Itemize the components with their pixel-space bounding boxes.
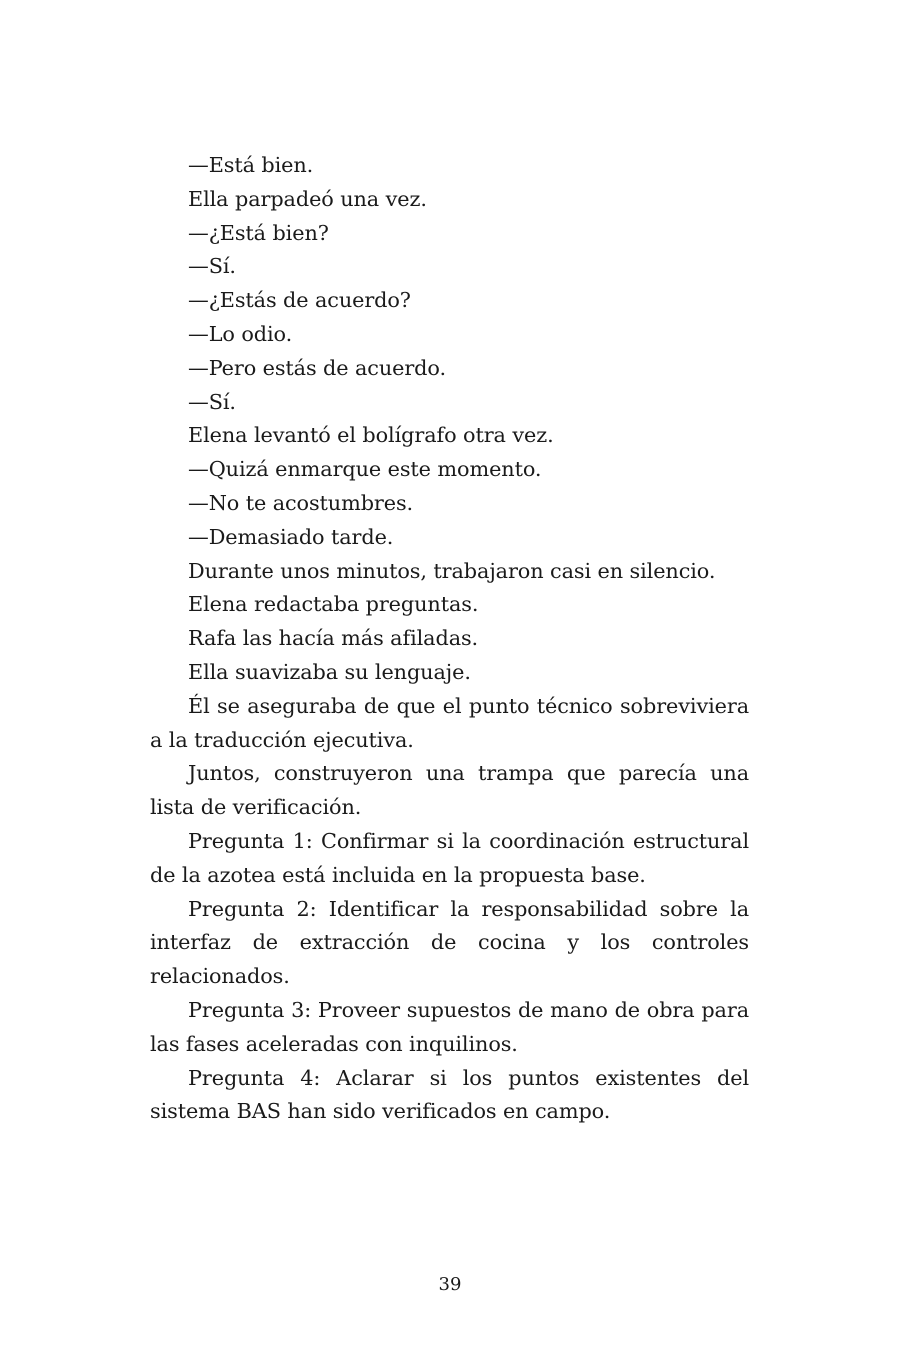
paragraph: Rafa las hacía más afiladas. [188, 626, 479, 651]
paragraph: —¿Está bien? [188, 220, 329, 245]
paragraph: Pregunta 2: Identificar la responsabilidad sobre la interfaz de extracción de cocina y los controles relacionados. [150, 896, 749, 989]
paragraph: Él se aseguraba de que el punto técnico sobreviviera a la traducción ejecutiva. [150, 693, 749, 752]
paragraph: Pregunta 3: Proveer supuestos de mano de obra para las fases aceleradas con inquilinos. [150, 997, 749, 1056]
paragraph: —Pero estás de acuerdo. [188, 355, 446, 380]
paragraph: —Sí. [188, 254, 236, 279]
paragraph: —Demasiado tarde. [188, 524, 394, 549]
paragraph: Pregunta 4: Aclarar si los puntos existentes del sistema BAS han sido verificados en campo. [150, 1065, 749, 1124]
paragraph: —Sí. [188, 389, 236, 414]
paragraph: Durante unos minutos, trabajaron casi en silencio. [188, 558, 716, 583]
page-number: 39 [438, 1274, 462, 1295]
paragraph: Ella parpadeó una vez. [188, 186, 427, 211]
body-text [150, 149, 749, 1129]
paragraph: Pregunta 1: Confirmar si la coordinación estructural de la azotea está incluida en la propuesta base. [150, 828, 749, 887]
paragraph: Elena levantó el bolígrafo otra vez. [188, 423, 554, 448]
paragraph: —No te acostumbres. [188, 490, 414, 515]
paragraph: —Lo odio. [188, 321, 293, 346]
paragraph: Elena redactaba preguntas. [188, 592, 479, 617]
paragraph: Ella suavizaba su lenguaje. [188, 659, 471, 684]
paragraph: Juntos, construyeron una trampa que parecía una lista de verificación. [150, 761, 749, 820]
paragraph: —Está bien. [188, 153, 314, 177]
paragraph: —¿Estás de acuerdo? [188, 288, 411, 313]
paragraph: —Quizá enmarque este momento. [188, 457, 542, 482]
